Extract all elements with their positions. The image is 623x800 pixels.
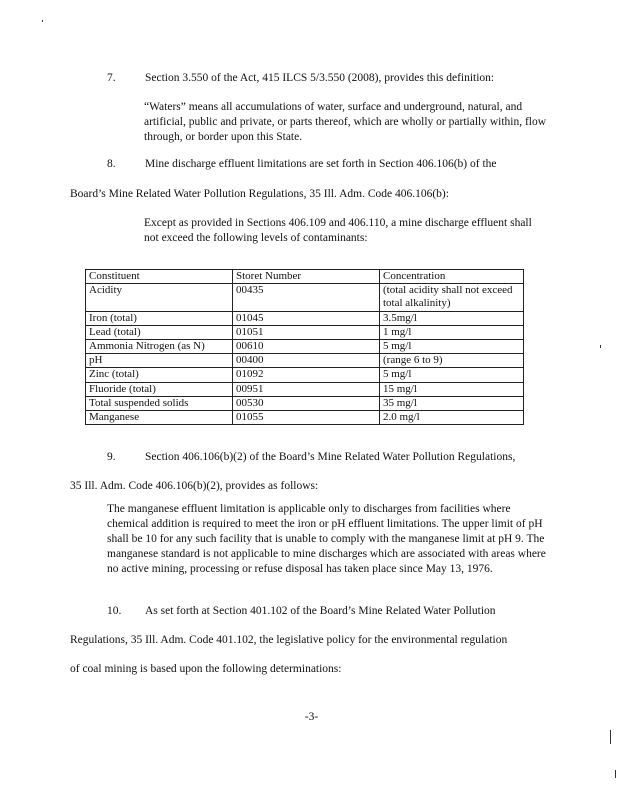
storet-cell: 01051 xyxy=(233,325,380,339)
table-row xyxy=(86,325,524,339)
constituent-cell: Total suspended solids xyxy=(86,396,233,410)
constituent-cell: pH xyxy=(86,354,233,368)
constituent-cell: Manganese xyxy=(86,410,233,424)
waters-definition-quote: “Waters” means all accumulations of water, surface and underground, natural, and artificial, public and private, or parts thereof, which are wholly or partially within, flow through, or border upon this State. xyxy=(144,101,547,143)
constituent-cell: Lead (total) xyxy=(86,325,233,339)
concentration-cell: (range 6 to 9) xyxy=(380,354,524,368)
table-header-row xyxy=(86,270,524,284)
concentration-cell: 2.0 mg/l xyxy=(380,410,524,424)
header-concentration: Concentration xyxy=(380,270,524,284)
contaminant-limits-table xyxy=(85,269,524,425)
paragraph-number: 10. xyxy=(107,605,122,617)
constituent-cell: Zinc (total) xyxy=(86,368,233,382)
paragraph-10-line-3: of coal mining is based upon the following determinations: xyxy=(70,663,342,675)
concentration-cell: 1 mg/l xyxy=(380,325,524,339)
storet-cell: 00951 xyxy=(233,382,380,396)
paragraph-text: Section 3.550 of the Act, 415 ILCS 5/3.550 (2008), provides this definition: xyxy=(145,72,495,84)
storet-cell: 00400 xyxy=(233,354,380,368)
paragraph-7 xyxy=(107,71,494,86)
scan-mark xyxy=(42,20,43,22)
paragraph-9 xyxy=(107,450,515,465)
storet-cell: 00610 xyxy=(233,339,380,353)
scan-mark xyxy=(615,770,616,778)
concentration-cell: 35 mg/l xyxy=(380,396,524,410)
scan-mark xyxy=(610,730,611,744)
storet-cell: 01045 xyxy=(233,311,380,325)
storet-cell: 00530 xyxy=(233,396,380,410)
paragraph-text: As set forth at Section 401.102 of the Board’s Mine Related Water Pollution xyxy=(145,605,496,617)
paragraph-text: Section 406.106(b)(2) of the Board’s Mine Related Water Pollution Regulations, xyxy=(145,451,516,463)
paragraph-number: 8. xyxy=(107,158,116,170)
constituent-cell: Ammonia Nitrogen (as N) xyxy=(86,339,233,353)
constituent-cell: Fluoride (total) xyxy=(86,382,233,396)
scan-mark xyxy=(600,345,601,348)
paragraph-number: 9. xyxy=(107,451,116,463)
effluent-quote: Except as provided in Sections 406.109 and 406.110, a mine discharge effluent shall not exceed the following levels of contaminants: xyxy=(144,217,532,244)
constituent-cell: Iron (total) xyxy=(86,311,233,325)
concentration-cell: 3.5mg/l xyxy=(380,311,524,325)
header-constituent: Constituent xyxy=(86,270,233,284)
constituent-cell: Acidity xyxy=(86,284,233,311)
paragraph-10-line-2: Regulations, 35 Ill. Adm. Code 401.102, the legislative policy for the environmental regulation xyxy=(70,634,508,646)
page-number: -3- xyxy=(304,711,319,723)
paragraph-10 xyxy=(107,604,496,619)
table-row xyxy=(86,396,524,410)
paragraph-number: 7. xyxy=(107,72,116,84)
manganese-quote: The manganese effluent limitation is applicable only to discharges from facilities where chemical addition is required to meet the iron or pH effluent limitations. The upper limit of pH shall be 10 for any such facility that is unable to comply with the manganese limit at pH 9. The manganese standard is not applicable to mine discharges which are associated with areas where no active mining, processing or refuse disposal has taken place since May 13, 1976. xyxy=(107,503,546,575)
concentration-cell: 15 mg/l xyxy=(380,382,524,396)
table-row xyxy=(86,410,524,424)
storet-cell: 01092 xyxy=(233,368,380,382)
concentration-cell: 5 mg/l xyxy=(380,368,524,382)
table-row xyxy=(86,354,524,368)
paragraph-8 xyxy=(107,157,497,172)
header-storet-number: Storet Number xyxy=(233,270,380,284)
storet-cell: 01055 xyxy=(233,410,380,424)
table-row xyxy=(86,368,524,382)
paragraph-8-continuation: Board’s Mine Related Water Pollution Regulations, 35 Ill. Adm. Code 406.106(b): xyxy=(70,188,449,200)
table-row xyxy=(86,339,524,353)
paragraph-text: Mine discharge effluent limitations are set forth in Section 406.106(b) of the xyxy=(145,158,497,170)
concentration-cell: (total acidity shall not exceed total alkalinity) xyxy=(380,284,524,311)
table-row xyxy=(86,382,524,396)
storet-cell: 00435 xyxy=(233,284,380,311)
paragraph-9-continuation: 35 Ill. Adm. Code 406.106(b)(2), provides as follows: xyxy=(70,480,319,492)
concentration-cell: 5 mg/l xyxy=(380,339,524,353)
table-row xyxy=(86,284,524,311)
table-row xyxy=(86,311,524,325)
